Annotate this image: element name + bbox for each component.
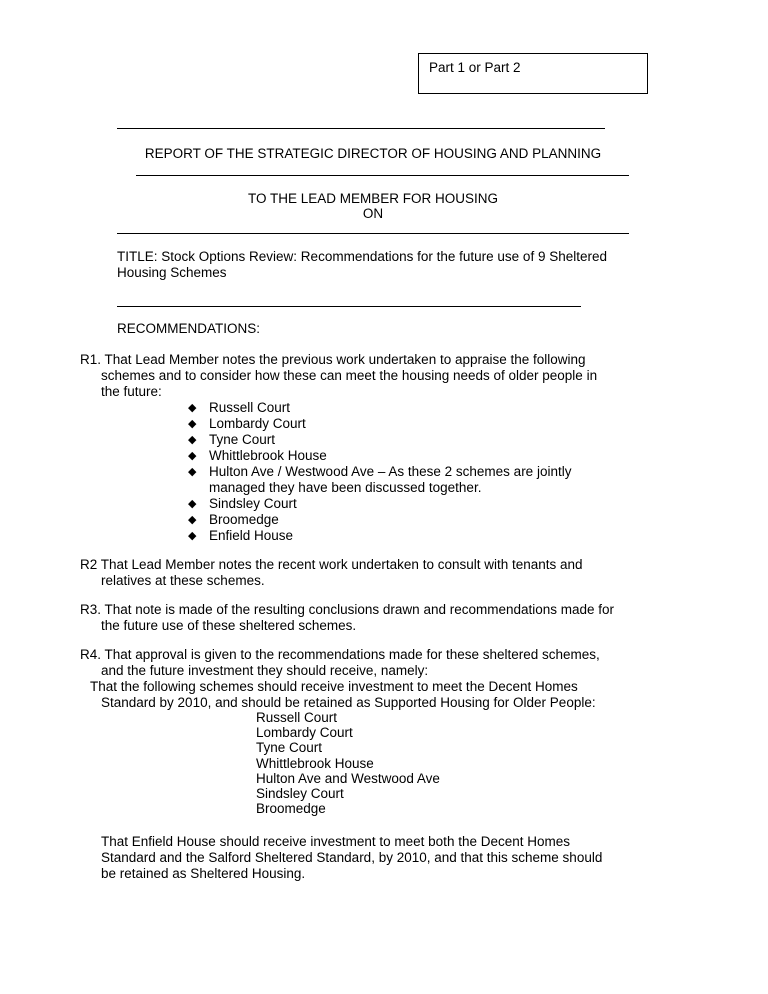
r4-line-2: and the future investment they should receive, namely:: [101, 663, 429, 678]
list-item: Sindsley Court: [256, 785, 344, 801]
divider-4: [117, 306, 581, 307]
enfield-line-2: Standard and the Salford Sheltered Standard, by 2010, and that this scheme should: [101, 850, 603, 865]
divider-3: [117, 233, 629, 234]
diamond-bullet-icon: ◆: [188, 514, 197, 526]
r4-line-4: Standard by 2010, and should be retained as Supported Housing for Older People:: [101, 695, 596, 710]
list-item: ◆ Broomedge: [188, 512, 279, 527]
on-line: ON: [362, 206, 384, 221]
part-label: Part 1 or Part 2: [429, 60, 521, 75]
diamond-bullet-icon: ◆: [188, 530, 197, 542]
list-item: ◆ Enfield House: [188, 528, 294, 543]
list-item: ◆ Hulton Ave / Westwood Ave – As these 2 schemes are jointly: [188, 464, 572, 479]
enfield-paragraph: [101, 834, 701, 882]
r2-line-1: R2 That Lead Member notes the recent work undertaken to consult with tenants and: [80, 557, 583, 572]
r4-line-3: That the following schemes should receive investment to meet the Decent Homes: [90, 679, 578, 694]
diamond-bullet-icon: ◆: [188, 450, 197, 462]
divider-2: [136, 175, 629, 176]
diamond-bullet-icon: ◆: [188, 402, 197, 414]
recommendation-r3: [80, 602, 700, 634]
part-label-box: [418, 53, 648, 94]
list-item: ◆ Sindsley Court: [188, 496, 297, 511]
list-item: Russell Court: [256, 710, 338, 725]
r1-line-2: schemes and to consider how these can meet the housing needs of older people in: [101, 368, 598, 383]
r1-scheme-list: [188, 400, 572, 544]
list-item: ◆ Whittlebrook House: [188, 448, 327, 463]
report-title-line-2: Housing Schemes: [117, 265, 227, 280]
list-item: Whittlebrook House: [256, 755, 374, 771]
r4-line-1: R4. That approval is given to the recommendations made for these sheltered schemes,: [80, 647, 600, 662]
report-title: [117, 249, 657, 281]
r1-line-3: the future:: [101, 384, 162, 399]
enfield-line-3: be retained as Sheltered Housing.: [101, 866, 306, 881]
diamond-bullet-icon: ◆: [188, 466, 197, 478]
report-title-line-1: TITLE: Stock Options Review: Recommendations for the future use of 9 Sheltered: [117, 249, 607, 264]
diamond-bullet-icon: ◆: [188, 434, 197, 446]
r3-line-2: the future use of these sheltered schemes.: [101, 618, 357, 633]
r3-line-1: R3. That note is made of the resulting conclusions drawn and recommendations made for: [80, 602, 615, 617]
list-item: Broomedge: [256, 801, 326, 817]
divider-top: [117, 128, 605, 129]
recommendation-r4: [80, 647, 700, 711]
list-item: Tyne Court: [256, 740, 323, 756]
to-line: TO THE LEAD MEMBER FOR HOUSING: [247, 191, 499, 206]
list-item: Hulton Ave and Westwood Ave: [256, 770, 440, 786]
r2-line-2: relatives at these schemes.: [101, 573, 265, 588]
list-item: ◆ Lombardy Court: [188, 416, 306, 431]
list-item-continuation: managed they have been discussed together.: [209, 480, 482, 495]
list-item: Lombardy Court: [256, 725, 353, 741]
recommendation-r2: [80, 557, 680, 589]
recommendations-heading: RECOMMENDATIONS:: [117, 321, 261, 336]
diamond-bullet-icon: ◆: [188, 418, 197, 430]
diamond-bullet-icon: ◆: [188, 498, 197, 510]
r4-scheme-list: [256, 710, 440, 816]
report-of-heading: REPORT OF THE STRATEGIC DIRECTOR OF HOUSING AND PLANNING: [144, 146, 602, 161]
list-item: ◆ Tyne Court: [188, 432, 276, 447]
r1-line-1: R1. That Lead Member notes the previous work undertaken to appraise the following: [80, 352, 586, 367]
enfield-line-1: That Enfield House should receive investment to meet both the Decent Homes: [101, 834, 570, 849]
recommendation-r1: [80, 352, 680, 400]
list-item: ◆ Russell Court: [188, 400, 291, 415]
